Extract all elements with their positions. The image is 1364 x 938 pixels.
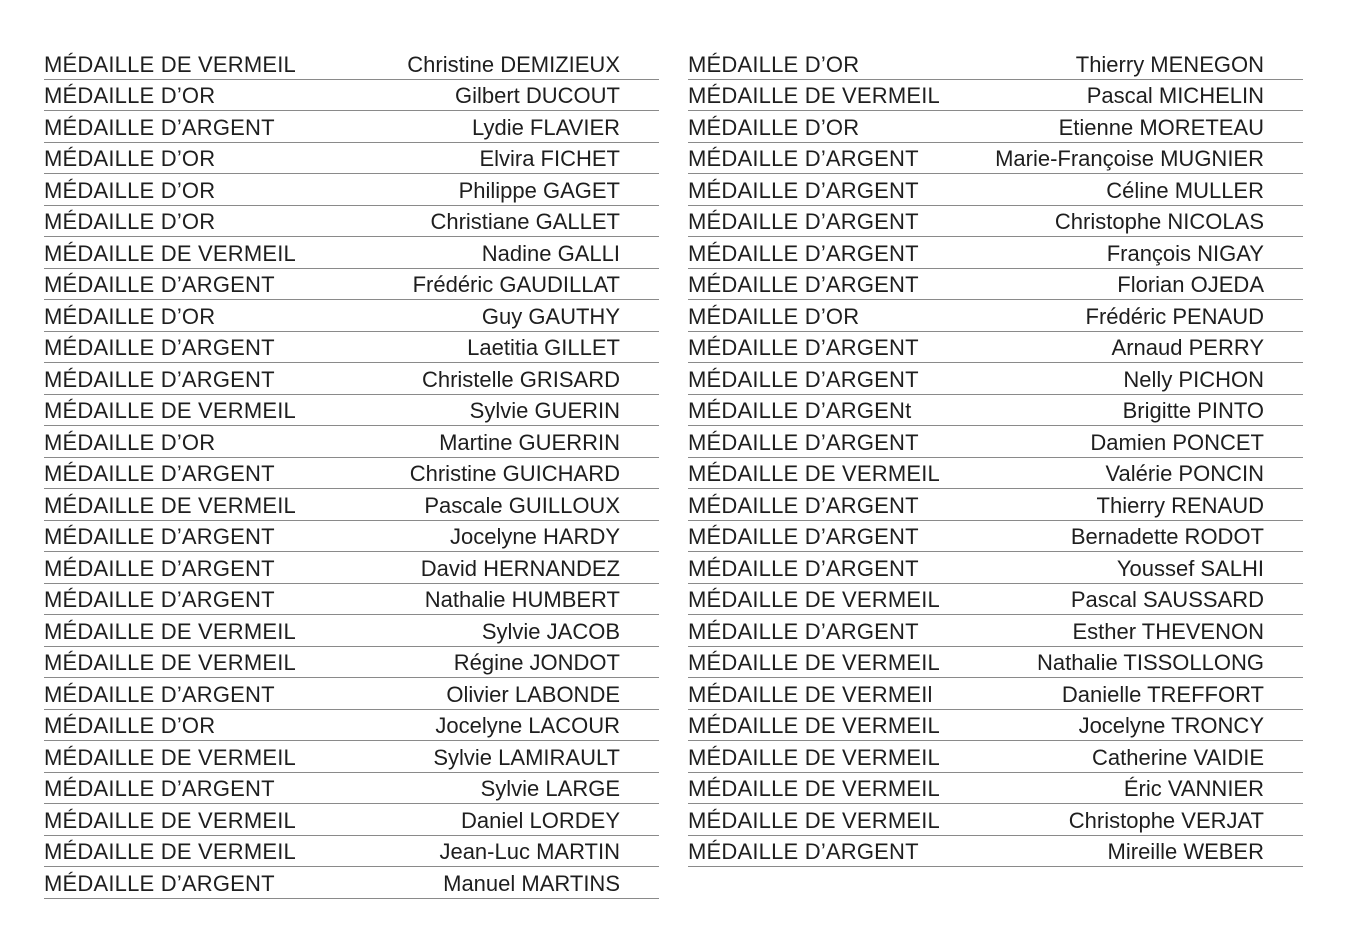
- list-item: [688, 300, 1303, 332]
- medal-type: MÉDAILLE D’ARGENT: [44, 461, 275, 486]
- medal-type: MÉDAILLE DE VERMEIL: [688, 83, 940, 108]
- medal-type: MÉDAILLE D’ARGENT: [44, 366, 275, 392]
- medal-type: MÉDAILLE D’ARGENT: [44, 335, 275, 360]
- recipient-name: Pascale GUILLOUX: [424, 492, 620, 518]
- recipient-name: Esther THEVENON: [1072, 618, 1264, 644]
- medal-type: MÉDAILLE D’ARGENT: [688, 555, 919, 581]
- medal-type: MÉDAILLE D’ARGENT: [44, 272, 275, 297]
- recipient-name: David HERNANDEZ: [420, 555, 620, 581]
- medal-type: MÉDAILLE D’ARGENT: [688, 209, 919, 234]
- list-item: [688, 710, 1303, 742]
- list-item: [688, 332, 1303, 364]
- recipient-name: Guy GAUTHY: [481, 303, 620, 329]
- recipient-name: Sylvie GUERIN: [469, 398, 620, 423]
- recipient-name: Sylvie LARGE: [480, 776, 620, 801]
- medal-type: MÉDAILLE D’ARGENT: [688, 839, 919, 864]
- recipient-name: Bernadette RODOT: [1070, 524, 1264, 549]
- list-item: [44, 206, 659, 238]
- medal-type: MÉDAILLE D’ARGENT: [44, 524, 275, 549]
- medal-list-left-column: [44, 48, 659, 899]
- recipient-name: Mireille WEBER: [1107, 839, 1264, 864]
- recipient-name: Nathalie TISSOLLONG: [1036, 650, 1264, 675]
- list-item: [688, 426, 1303, 458]
- list-item: [44, 584, 659, 616]
- list-item: [44, 426, 659, 458]
- list-item: [688, 584, 1303, 616]
- list-item: [44, 867, 659, 899]
- medal-type: MÉDAILLE D’OR: [688, 114, 860, 140]
- medal-type: MÉDAILLE DE VERMEIL: [688, 744, 940, 770]
- recipient-name: Céline MULLER: [1106, 177, 1264, 203]
- list-item: [44, 678, 659, 710]
- list-item: [688, 48, 1303, 80]
- list-item: [44, 458, 659, 490]
- list-item: [44, 836, 659, 868]
- medal-type: MÉDAILLE D’ARGENT: [688, 429, 919, 455]
- medal-type: MÉDAILLE D’ARGENT: [688, 146, 919, 171]
- list-item: [688, 678, 1303, 710]
- recipient-name: Lydie FLAVIER: [472, 114, 620, 140]
- list-item: [44, 237, 659, 269]
- list-item: [44, 521, 659, 553]
- medal-type: MÉDAILLE D’OR: [688, 303, 860, 329]
- recipient-name: Manuel MARTINS: [443, 870, 620, 896]
- list-item: [688, 269, 1303, 301]
- medal-type: MÉDAILLE DE VERMEIL: [44, 492, 296, 518]
- list-item: [44, 710, 659, 742]
- recipient-name: Thierry MENEGON: [1075, 51, 1264, 77]
- recipient-name: Sylvie JACOB: [481, 618, 620, 644]
- recipient-name: Jocelyne LACOUR: [435, 713, 620, 738]
- recipient-name: Etienne MORETEAU: [1058, 114, 1264, 140]
- recipient-name: Florian OJEDA: [1117, 272, 1264, 297]
- medal-type: MÉDAILLE D’ARGENT: [688, 618, 919, 644]
- recipient-name: Laetitia GILLET: [467, 335, 620, 360]
- recipient-name: Christophe NICOLAS: [1054, 209, 1264, 234]
- recipient-name: Youssef SALHI: [1116, 555, 1264, 581]
- medal-type: MÉDAILLE D’OR: [44, 146, 216, 171]
- recipient-name: Gilbert DUCOUT: [454, 83, 620, 108]
- recipient-name: Nathalie HUMBERT: [424, 587, 620, 612]
- list-item: [688, 458, 1303, 490]
- list-item: [688, 143, 1303, 175]
- recipient-name: Catherine VAIDIE: [1091, 744, 1264, 770]
- list-item: [44, 269, 659, 301]
- list-item: [688, 363, 1303, 395]
- list-item: [688, 111, 1303, 143]
- list-item: [44, 363, 659, 395]
- recipient-name: Jean-Luc MARTIN: [439, 839, 620, 864]
- recipient-name: Christelle GRISARD: [421, 366, 620, 392]
- medal-type: MÉDAILLE D’ARGENT: [688, 272, 919, 297]
- medal-type: MÉDAILLE DE VERMEIL: [688, 650, 940, 675]
- medal-type: MÉDAILLE DE VERMEIL: [44, 398, 296, 423]
- recipient-name: Christiane GALLET: [430, 209, 620, 234]
- medal-type: MÉDAILLE D’OR: [688, 51, 860, 77]
- list-item: [688, 773, 1303, 805]
- list-item: [688, 741, 1303, 773]
- medal-type: MÉDAILLE D’ARGENT: [688, 240, 919, 266]
- list-item: [44, 552, 659, 584]
- list-item: [688, 804, 1303, 836]
- list-item: [44, 332, 659, 364]
- list-item: [44, 111, 659, 143]
- medal-type: MÉDAILLE DE VERMEIL: [688, 713, 940, 738]
- recipient-name: Olivier LABONDE: [446, 681, 620, 707]
- recipient-name: Frédéric GAUDILLAT: [412, 272, 620, 297]
- recipient-name: Elvira FICHET: [479, 146, 620, 171]
- recipient-name: Christine GUICHARD: [409, 461, 620, 486]
- medal-type: MÉDAILLE D’ARGENT: [44, 776, 275, 801]
- medal-type: MÉDAILLE DE VERMEIL: [44, 744, 296, 770]
- recipient-name: Éric VANNIER: [1123, 776, 1264, 801]
- medal-type: MÉDAILLE D’ARGENT: [44, 555, 275, 581]
- list-item: [688, 489, 1303, 521]
- list-item: [44, 773, 659, 805]
- medal-type: MÉDAILLE DE VERMEIL: [44, 618, 296, 644]
- list-item: [688, 836, 1303, 868]
- medal-list-right-column: [688, 48, 1303, 867]
- list-item: [688, 615, 1303, 647]
- recipient-name: Frédéric PENAUD: [1085, 303, 1264, 329]
- list-item: [44, 174, 659, 206]
- list-item: [688, 174, 1303, 206]
- recipient-name: Christine DEMIZIEUX: [407, 51, 620, 77]
- recipient-name: Sylvie LAMIRAULT: [433, 744, 620, 770]
- recipient-name: Pascal SAUSSARD: [1070, 587, 1264, 612]
- recipient-name: Marie-Françoise MUGNIER: [995, 146, 1264, 171]
- medal-type: MÉDAILLE D’ARGENT: [688, 335, 919, 360]
- list-item: [44, 615, 659, 647]
- recipient-name: Damien PONCET: [1090, 429, 1264, 455]
- medal-type: MÉDAILLE DE VERMEIL: [44, 839, 296, 864]
- list-item: [44, 741, 659, 773]
- medal-type: MÉDAILLE DE VERMEIL: [44, 807, 296, 833]
- medal-type: MÉDAILLE D’OR: [44, 303, 216, 329]
- list-item: [44, 80, 659, 112]
- recipient-name: Régine JONDOT: [453, 650, 620, 675]
- medal-type: MÉDAILLE D’ARGENT: [44, 681, 275, 707]
- recipient-name: Jocelyne HARDY: [450, 524, 620, 549]
- list-item: [44, 489, 659, 521]
- medal-type: MÉDAILLE D’OR: [44, 713, 216, 738]
- recipient-name: Danielle TREFFORT: [1061, 681, 1264, 707]
- list-item: [44, 804, 659, 836]
- list-item: [688, 80, 1303, 112]
- medal-type: MÉDAILLE D’ARGENt: [688, 398, 912, 423]
- recipient-name: Nelly PICHON: [1123, 366, 1264, 392]
- recipient-name: François NIGAY: [1106, 240, 1264, 266]
- recipient-name: Daniel LORDEY: [461, 807, 620, 833]
- medal-type: MÉDAILLE D’ARGENT: [688, 366, 919, 392]
- list-item: [44, 300, 659, 332]
- list-item: [688, 395, 1303, 427]
- medal-type: MÉDAILLE D’OR: [44, 83, 216, 108]
- recipient-name: Brigitte PINTO: [1122, 398, 1264, 423]
- medal-type: MÉDAILLE DE VERMEIL: [688, 461, 940, 486]
- recipient-name: Arnaud PERRY: [1111, 335, 1264, 360]
- recipient-name: Christophe VERJAT: [1068, 807, 1264, 833]
- medal-type: MÉDAILLE D’OR: [44, 209, 216, 234]
- list-item: [44, 395, 659, 427]
- medal-type: MÉDAILLE D’ARGENT: [44, 114, 275, 140]
- medal-type: MÉDAILLE D’ARGENT: [688, 524, 919, 549]
- recipient-name: Nadine GALLI: [481, 240, 620, 266]
- medal-type: MÉDAILLE DE VERMEIL: [44, 51, 296, 77]
- recipient-name: Philippe GAGET: [458, 177, 620, 203]
- recipient-name: Pascal MICHELIN: [1086, 83, 1264, 108]
- list-item: [688, 521, 1303, 553]
- medal-type: MÉDAILLE D’ARGENT: [688, 492, 919, 518]
- medal-type: MÉDAILLE D’ARGENT: [44, 587, 275, 612]
- list-item: [688, 237, 1303, 269]
- medal-type: MÉDAILLE D’OR: [44, 429, 216, 455]
- medal-type: MÉDAILLE D’OR: [44, 177, 216, 203]
- medal-type: MÉDAILLE DE VERMEIL: [688, 587, 940, 612]
- medal-type: MÉDAILLE DE VERMEIL: [688, 807, 940, 833]
- list-item: [688, 552, 1303, 584]
- recipient-name: Jocelyne TRONCY: [1078, 713, 1264, 738]
- list-item: [44, 143, 659, 175]
- recipient-name: Thierry RENAUD: [1096, 492, 1264, 518]
- medal-type: MÉDAILLE DE VERMEIl: [688, 681, 933, 707]
- recipient-name: Valérie PONCIN: [1105, 461, 1264, 486]
- medal-type: MÉDAILLE D’ARGENT: [688, 177, 919, 203]
- medal-type: MÉDAILLE D’ARGENT: [44, 870, 275, 896]
- list-item: [44, 48, 659, 80]
- medal-type: MÉDAILLE DE VERMEIL: [44, 650, 296, 675]
- recipient-name: Martine GUERRIN: [439, 429, 620, 455]
- list-item: [688, 647, 1303, 679]
- medal-type: MÉDAILLE DE VERMEIL: [44, 240, 296, 266]
- medal-type: MÉDAILLE DE VERMEIL: [688, 776, 940, 801]
- list-item: [688, 206, 1303, 238]
- list-item: [44, 647, 659, 679]
